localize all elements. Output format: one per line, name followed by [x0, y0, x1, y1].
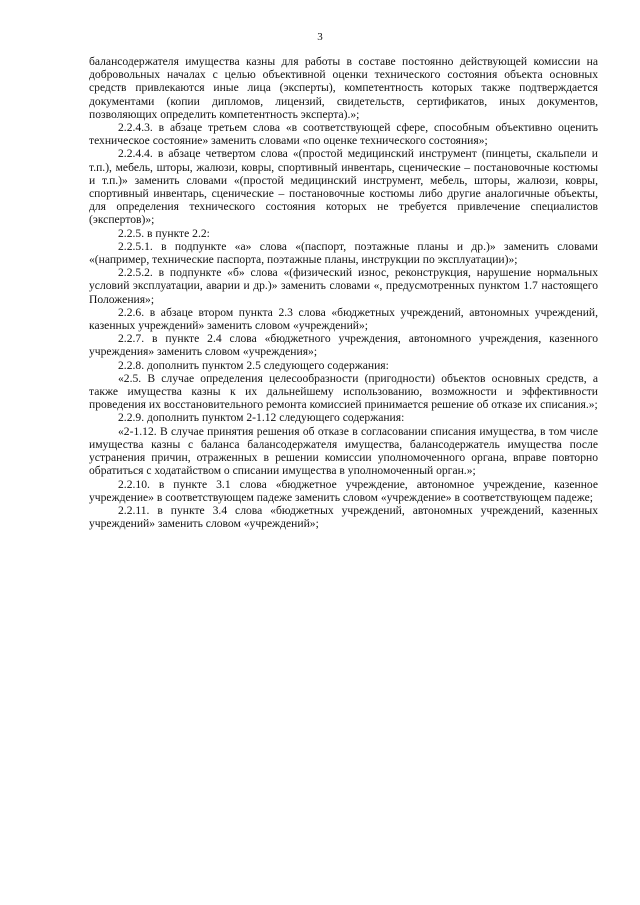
paragraph: 2.2.4.4. в абзаце четвертом слова «(простой медицинский инструмент (пинцеты, скальпели и т.п.), мебель, шторы, жалюзи, ковры, спортивный инвентарь, сценические – постановочные костюмы и т.п.)» заменить словами «(простой медицинский инструмент, мебель, шторы, жалюзи, ковры, спортивный инвентарь, сценические – постановочные костюмы либо другие аналогичные объекты, для определения технического состояния которых не требуется привлечение специалистов (экспертов)»; — [89, 147, 598, 227]
paragraph: 2.2.4.3. в абзаце третьем слова «в соответствующей сфере, способным объективно оценить техническое состояние» заменить словами «по оценке технического состояния»; — [89, 121, 598, 148]
paragraph: 2.2.7. в пункте 2.4 слова «бюджетного учреждения, автономного учреждения, казенного учреждения» заменить словом «учреждения»; — [89, 332, 598, 359]
paragraph: 2.2.5.1. в подпункте «а» слова «(паспорт, поэтажные планы и др.)» заменить словами «(например, технические паспорта, поэтажные планы, инструкции по эксплуатации)»; — [89, 239, 598, 267]
paragraph: 2.2.5. в пункте 2.2: — [118, 226, 210, 240]
paragraph: 2.2.10. в пункте 3.1 слова «бюджетное учреждение, автономное учреждение, казенное учреждение» в соответствующем падеже заменить словом «учреждение» в соответствующем падеже; — [89, 477, 598, 504]
paragraph: «2-1.12. В случае принятия решения об отказе в согласовании списания имущества, в том числе имущества казны с баланса балансодержателя имущества, балансодержатель имущества после устранения причин, отраженных в решении комиссии уполномоченного органа, вправе повторно обратиться с ходатайством о списании имущества в уполномоченный орган.»; — [89, 424, 598, 478]
paragraph: 2.2.5.2. в подпункте «б» слова «(физический износ, реконструкция, нарушение нормальных условий эксплуатации, аварии и др.)» заменить словами «, предусмотренных пунктом 1.7 настоящего Положения»; — [89, 266, 598, 306]
page-number: 3 — [317, 31, 323, 43]
paragraph: балансодержателя имущества казны для работы в составе постоянно действующей комиссии на добровольных началах с целью объективной оценки технического состояния объекта основных средств привлекаются иные лица (эксперты), компетентность которых также подтверждается документами (копии дипломов, лицензий, свидетельств, сертификатов, иных документов, позволяющих определить компетентность эксперта).»; — [89, 55, 598, 121]
paragraph: 2.2.8. дополнить пунктом 2.5 следующего содержания: — [118, 358, 389, 372]
paragraph: 2.2.11. в пункте 3.4 слова «бюджетных учреждений, автономных учреждений, казенных учреждений» заменить словом «учреждений»; — [89, 503, 598, 531]
document-body — [89, 55, 598, 530]
paragraph: 2.2.9. дополнить пунктом 2-1.12 следующего содержания: — [118, 411, 405, 425]
paragraph: «2.5. В случае определения целесообразности (пригодности) объектов основных средств, а также имущества казны к их дальнейшему использованию, возможности и эффективности проведения их восстановительного ремонта комиссией принимается решение об отказе их списания.»; — [89, 371, 598, 412]
paragraph: 2.2.6. в абзаце втором пункта 2.3 слова «бюджетных учреждений, автономных учреждений, казенных учреждений» заменить словом «учреждений»; — [89, 305, 598, 333]
